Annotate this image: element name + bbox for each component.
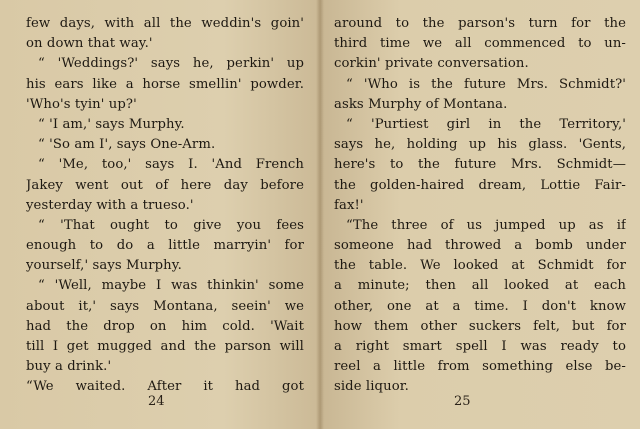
text-line: yourself,' says Murphy.	[26, 258, 182, 274]
text-line: third time we all commenced to un-	[334, 36, 626, 52]
book-gutter	[316, 0, 324, 429]
text-line: someone had throwed a bomb under	[334, 238, 626, 254]
text-line: “We waited. After it had got	[26, 379, 304, 395]
text-line: the table. We looked at Schmidt for	[334, 258, 626, 274]
text-line: asks Murphy of Montana.	[334, 96, 508, 112]
text-line: how them other suckers felt, but for	[334, 318, 626, 334]
text-line: enough to do a little marryin' for	[26, 238, 304, 254]
text-line: buy a drink.'	[26, 359, 112, 375]
text-line: his ears like a horse smellin' powder.	[26, 76, 304, 92]
page-number: 24	[148, 394, 165, 409]
text-line: corkin' private conversation.	[334, 56, 529, 72]
text-line: a minute; then all looked at each	[334, 278, 626, 294]
text-line: side liquor.	[334, 379, 409, 395]
text-line: says he, holding up his glass. 'Gents,	[334, 137, 626, 153]
text-line: till I get mugged and the parson will	[26, 339, 304, 354]
text-line: the golden-haired dream, Lottie Fair-	[334, 177, 626, 193]
text-line: other, one at a time. I don't know	[334, 298, 626, 314]
text-line: “The three of us jumped up as if	[346, 217, 626, 233]
text-line: around to the parson's turn for the	[334, 16, 626, 31]
text-line: “ 'That ought to give you fees	[38, 217, 304, 233]
text-line: a right smart spell I was ready to	[334, 339, 626, 354]
text-line: here's to the future Mrs. Schmidt—	[334, 157, 626, 173]
text-line: fax!'	[334, 197, 364, 213]
text-line: “ 'I am,' says Murphy.	[38, 116, 185, 132]
text-line: about it,' says Montana, seein' we	[26, 298, 304, 314]
text-line: “ 'Purtiest girl in the Territory,'	[346, 116, 626, 132]
right-page	[320, 0, 640, 429]
text-line: reel a little from something else be-	[334, 359, 626, 375]
text-line: yesterday with a trueso.'	[26, 197, 194, 213]
text-line: on down that way.'	[26, 36, 153, 52]
text-line: “ 'Who is the future Mrs. Schmidt?'	[346, 76, 626, 92]
text-line: “ 'Me, too,' says I. 'And French	[38, 157, 304, 173]
left-page-text	[26, 14, 304, 398]
page-number: 25	[454, 394, 471, 409]
text-line: 'Who's tyin' up?'	[26, 96, 137, 112]
text-line: Jakey went out of here day before	[26, 177, 304, 193]
text-line: few days, with all the weddin's goin'	[26, 16, 304, 31]
right-page-text	[334, 14, 626, 398]
text-line: had the drop on him cold. 'Wait	[26, 318, 304, 334]
text-line: “ 'Well, maybe I was thinkin' some	[38, 278, 304, 294]
text-line: “ 'So am I', says One-Arm.	[38, 137, 216, 153]
text-line: “ 'Weddings?' says he, perkin' up	[38, 56, 304, 72]
